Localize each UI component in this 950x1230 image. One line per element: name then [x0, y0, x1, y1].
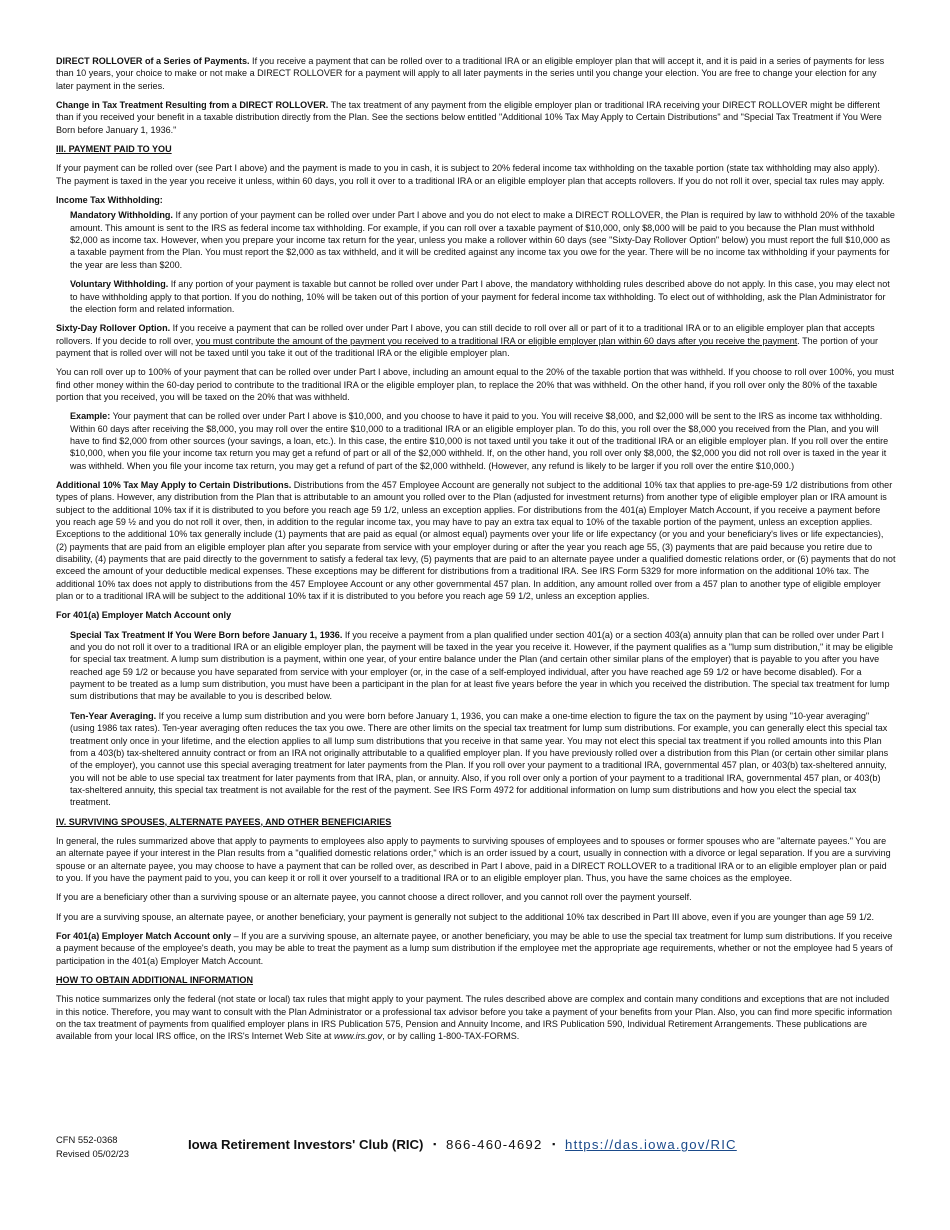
special-tax-heading: Special Tax Treatment If You Were Born before January 1, 1936.	[70, 629, 343, 640]
mandatory-withholding-heading: Mandatory Withholding.	[70, 210, 173, 221]
direct-rollover-series-text: If you receive a payment that can be rolled over to a traditional IRA or an eligible employer plan that will accept it, and it is paid in a series of payments for less than 10 years, your choice to make or not make a DIRECT ROLLOVER for a payment will apply to all later payments in the series until you change your election. You are free to change your election for any later payment in the series.	[56, 56, 885, 91]
sixty-day-text-underlined: you must contribute the amount of the payment you received to a traditional IRA or eligible employer plan within 60 days after you receive the payment	[195, 335, 798, 346]
voluntary-withholding-heading: Voluntary Withholding.	[70, 279, 169, 290]
form-number: CFN 552-0368	[56, 1134, 118, 1145]
mandatory-withholding-text: If any portion of your payment can be rolled over under Part I above and you do not elect to make a DIRECT ROLLOVER, the Plan is required by law to withhold 20% of the taxable amount. This amount is sent to the IRS as federal income tax withholding. For example, if you can roll over a taxable payment of $10,000, only $8,000 will be paid to you because the Plan must withhold $2,000 as income tax. However, when you prepare your income tax return for the year, unless you make a rollover within 60 days (see "Sixty-Day Rollover Option" below) you must report the full $10,000 as a taxable payment from the Plan. You must report the $2,000 as tax withheld, and it will be credited against any income tax you owe for the year. There will be no income tax withholding if your payments for the year are less than $200.	[70, 210, 895, 270]
part4-paragraph-2: If you are a beneficiary other than a surviving spouse or an alternate payee, you cannot choose a direct rollover, and you cannot roll over the payment yourself.	[56, 892, 692, 903]
change-in-tax-paragraph	[56, 99, 896, 136]
sixty-day-text-b: . The portion of your payment that is rolled over will not be taxed until you take it out of the traditional IRA or the eligible employer plan.	[56, 335, 879, 358]
part3-intro: If your payment can be rolled over (see Part I above) and the payment is made to you in cash, it is subject to 20% federal income tax withholding on the taxable portion (state tax withholding may also apply). The payment is taxed in the year you receive it unless, within 60 days, you roll it over to a traditional IRA or an eligible employer plan that accepts rollovers. If you do not roll it over, special tax rules may apply.	[56, 163, 885, 186]
part4-paragraph-1: In general, the rules summarized above that apply to payments to employees also apply to payments to surviving spouses of employees and to spouses or former spouses who are "alternate payees." You are an alternate payee if your interest in the Plan results from a "qualified domestic relations order," which is an order issued by a court, usually in connection with a divorce or legal separation. If you are a surviving spouse or an alternate payee, you may choose to have a payment that can be rolled over, as described in Part I above, paid in a DIRECT ROLLOVER to a traditional IRA or to an eligible employer plan or paid to you. If you have the payment paid to you, you can keep it or roll it over yourself to a traditional IRA or to an eligible employer plan. Thus, you have the same choices as the employee.	[56, 835, 891, 883]
how-to-heading: HOW TO OBTAIN ADDITIONAL INFORMATION	[56, 975, 254, 985]
separator-icon: ▪	[433, 1139, 437, 1149]
direct-rollover-series-heading: DIRECT ROLLOVER of a Series of Payments.	[56, 56, 250, 66]
part3-heading: III. PAYMENT PAID TO YOU	[56, 144, 172, 155]
footer	[56, 1133, 896, 1163]
sixty-day-text-a: If you receive a payment that can be rolled over under Part I above, you can still decide to roll over all or part of it to a traditional IRA or to an eligible employer plan that accepts rollovers. If you decide to roll over,	[56, 323, 875, 346]
part4-match-text: – If you are a surviving spouse, an alternate payee, or another beneficiary, you may be able to use the special tax treatment for lump sum distributions. If you receive a payment because of the employee's death, you may be able to treat the payment as a lump sum distribution if the employee met the appropriate age requirements, whether or not the employee had 5 years of participation in the 401(a) Employer Match Account.	[56, 930, 893, 966]
example-paragraph	[70, 410, 896, 472]
how-to-text-b: , or by calling 1-800-TAX-FORMS.	[382, 1031, 520, 1042]
sixty-day-rollover-paragraph	[56, 322, 896, 359]
example-heading: Example:	[70, 411, 111, 422]
mandatory-withholding-paragraph	[70, 209, 896, 271]
form-info	[56, 1133, 129, 1161]
match-account-only-heading: For 401(a) Employer Match Account only	[56, 610, 232, 621]
rollover-100-paragraph: You can roll over up to 100% of your payment that can be rolled over under Part I above, including an amount equal to the 20% of the taxable portion that was withheld. If you choose to roll over 100%, you must find other money within the 60-day period to contribute to the traditional IRA or the eligible employer plan, to replace the 20% that was withheld. On the other hand, if you roll over only the 80% of the taxable portion that you received, you will be taxed on the 20% that was withheld.	[56, 367, 895, 402]
special-tax-text: If you receive a payment from a plan qualified under section 401(a) or a section 403(a) annuity plan that can be rolled over under Part I and you do not roll it over to a traditional IRA or an eligible employer plan, the payment will be taxed in the year you receive it. However, if the payment qualifies as a "lump sum distribution," it may be eligible for special tax treatment. A lump sum distribution is a payment, within one year, of your entire balance under the Plan (and certain other similar plans of the employer) that is payable to you after you have reached age 59 1/2 or because you have separated from service with your employer (or, in the case of a self-employed individual, after you have reached age 59 1/2 or have become disabled). For a payment to be treated as a lump sum distribution, you must have been a participant in the plan for at least five years before the year in which you received the distribution. The special tax treatment for lump sum distributions that may be available to you is described below.	[70, 629, 894, 702]
part4-paragraph-3: If you are a surviving spouse, an alternate payee, or another beneficiary, your payment is generally not subject to the additional 10% tax described in Part III above, even if you are younger than age 59 1/2.	[56, 911, 875, 922]
change-in-tax-heading: Change in Tax Treatment Resulting from a DIRECT ROLLOVER.	[56, 100, 329, 111]
additional-tax-text: Distributions from the 457 Employee Account are generally not subject to the additional 10% tax that applies to pre-age-59 1/2 distributions from other types of plans. However, any distribution from the Plan that is attributable to an amount you rolled over to the Plan (adjusted for investment returns) from another type of eligible employer plan or IRA amount is subject to the additional 10% tax if it is distributed to you before you reach age 59 1/2, unless an exception applies. For distributions from the 401(a) Employer Match Account, if you receive a payment before you reach age 59 ½ and you do not roll it over, then, in addition to the regular income tax, you may have to pay an extra tax equal to 10% of the taxable portion of the payment, unless an exception applies. Exceptions to the additional 10% tax generally include (1) payments that are paid as equal (or almost equal) payments over your life or life expectancy (or you and your beneficiary's lives or life expectancies), (2) payments that are paid from an eligible employer plan after you separate from service with your employer during or after the year you reach age 55, (3) payments that are paid because you retire due to disability, (4) payments that are paid directly to the government to satisfy a federal tax levy, (5) payments that are paid to an alternate payee under a qualified domestic relations order, or (6) payments that do not exceed the amount of your deductible medical expenses. These exceptions may be different for distributions from a traditional IRA. See IRS Form 5329 for more information on the additional 10% tax. The additional 10% tax does not apply to distributions from the 457 Employee Account or any other governmental 457 plan. In addition, any amount rolled over from a 457 plan to another type of eligible employer plan or to a traditional IRA will be subject to the additional 10% tax if it is distributed to you before you reach age 59 1/2, unless an exception applies.	[56, 479, 896, 602]
ten-year-averaging-heading: Ten-Year Averaging.	[70, 710, 157, 721]
separator-icon: ▪	[552, 1139, 556, 1149]
voluntary-withholding-paragraph	[70, 278, 896, 315]
ten-year-averaging-text: If you receive a lump sum distribution and you were born before January 1, 1936, you can make a one-time election to figure the tax on the payment by using "10-year averaging" (using 1986 tax rates). Ten-year averaging often reduces the tax you owe. There are other limits on the special tax treatment for lump sum distributions. For example, you can generally elect this special tax treatment only once in your lifetime, and the election applies to all lump sum distributions that you receive in that same year. You may not elect this special tax treatment if you rolled amounts into this Plan from a 403(b) tax-sheltered annuity contract or from an IRA not originally attributable to a qualified employer plan. If you have previously rolled over a distribution from this Plan (or certain other similar plans of the employer), you cannot use this special averaging treatment for later payments from the Plan. If you roll over your payment to a traditional IRA, governmental 457 plan, or 403(b) tax-sheltered annuity, you will not be able to use special tax treatment for later payments from that IRA, plan, or annuity. Also, if you roll over only a portion of your payment to a traditional IRA, governmental 457 plan, or 403(b) tax-sheltered annuity, this special tax treatment is not available for the rest of the payment. See IRS Form 4972 for additional information on lump sum distributions and how you elect the special tax treatment.	[70, 710, 889, 808]
sixty-day-rollover-heading: Sixty-Day Rollover Option.	[56, 323, 171, 334]
website-link[interactable]: https://das.iowa.gov/RIC	[565, 1137, 737, 1152]
part4-heading: IV. SURVIVING SPOUSES, ALTERNATE PAYEES, AND OTHER BENEFICIARIES	[56, 816, 392, 827]
organization-name: Iowa Retirement Investors' Club (RIC)	[188, 1137, 424, 1152]
special-tax-paragraph	[70, 629, 896, 703]
part4-match-heading: For 401(a) Employer Match Account only	[56, 930, 232, 941]
additional-tax-heading: Additional 10% Tax May Apply to Certain Distributions.	[56, 479, 292, 490]
example-text: Your payment that can be rolled over under Part I above is $10,000, and you choose to have it paid to you. You will receive $8,000, and $2,000 will be sent to the IRS as income tax withholding. Within 60 days after receiving the $8,000, you may roll over the entire $10,000 to a traditional IRA or an eligible employer plan. To do this, you roll over the $8,000 you received from the Plan, and you will have to find $2,000 from other sources (your savings, a loan, etc.). In this case, the entire $10,000 is not taxed until you take it out of the traditional IRA or an eligible employer plan. If you roll over the entire $10,000, when you file your income tax return you may get a refund of part or all of the $2,000 withheld. If, on the other hand, you roll over only $8,000, the $2,000 you did not roll over is taxed in the year it was withheld. When you file your income tax return, you may get a refund of part of the $2,000 withheld. (However, any refund is likely to be larger if you roll over the entire $10,000.)	[70, 411, 889, 471]
direct-rollover-series-paragraph	[56, 55, 896, 92]
how-to-text-a: This notice summarizes only the federal (not state or local) tax rules that might apply to your payment. The rules described above are complex and contain many conditions and exceptions that are not included in this notice. Therefore, you may want to consult with the Plan Administrator or a professional tax advisor before you take a payment of your benefits from your Plan. Also, you can find more specific information on the tax treatment of payments from qualified employer plans in IRS Publication 575, Pension and Annuity Income, and IRS Publication 590, Individual Retirement Arrangements. These publications are available from your local IRS office, on the IRS's Internet Web Site at	[56, 994, 893, 1042]
document-body	[56, 55, 896, 1050]
revision-date: Revised 05/02/23	[56, 1148, 129, 1159]
additional-tax-paragraph	[56, 479, 896, 602]
how-to-paragraph	[56, 993, 896, 1042]
change-in-tax-text: The tax treatment of any payment from the eligible employer plan or traditional IRA receiving your DIRECT ROLLOVER might be different than if you received your benefit in a taxable distribution directly from the Plan. See the sections below entitled "Additional 10% Tax May Apply to Certain Distributions" and "Special Tax Treatment if You Were Born before January 1, 1936."	[56, 100, 882, 135]
income-tax-withholding-heading: Income Tax Withholding:	[56, 195, 163, 206]
phone-number: 866-460-4692	[445, 1137, 543, 1152]
part4-paragraph-4	[56, 930, 896, 967]
voluntary-withholding-text: If any portion of your payment is taxable but cannot be rolled over under Part I above, the mandatory withholding rules described above do not apply. In this case, you may elect not to have withholding apply to that portion. If you do nothing, 10% will be taken out of this portion of your payment for federal income tax withholding. To elect out of withholding, ask the Plan Administrator for the election form and related information.	[70, 279, 890, 314]
irs-website-text: www.irs.gov	[333, 1031, 383, 1042]
footer-contact	[188, 1137, 737, 1152]
ten-year-averaging-paragraph	[70, 710, 896, 809]
